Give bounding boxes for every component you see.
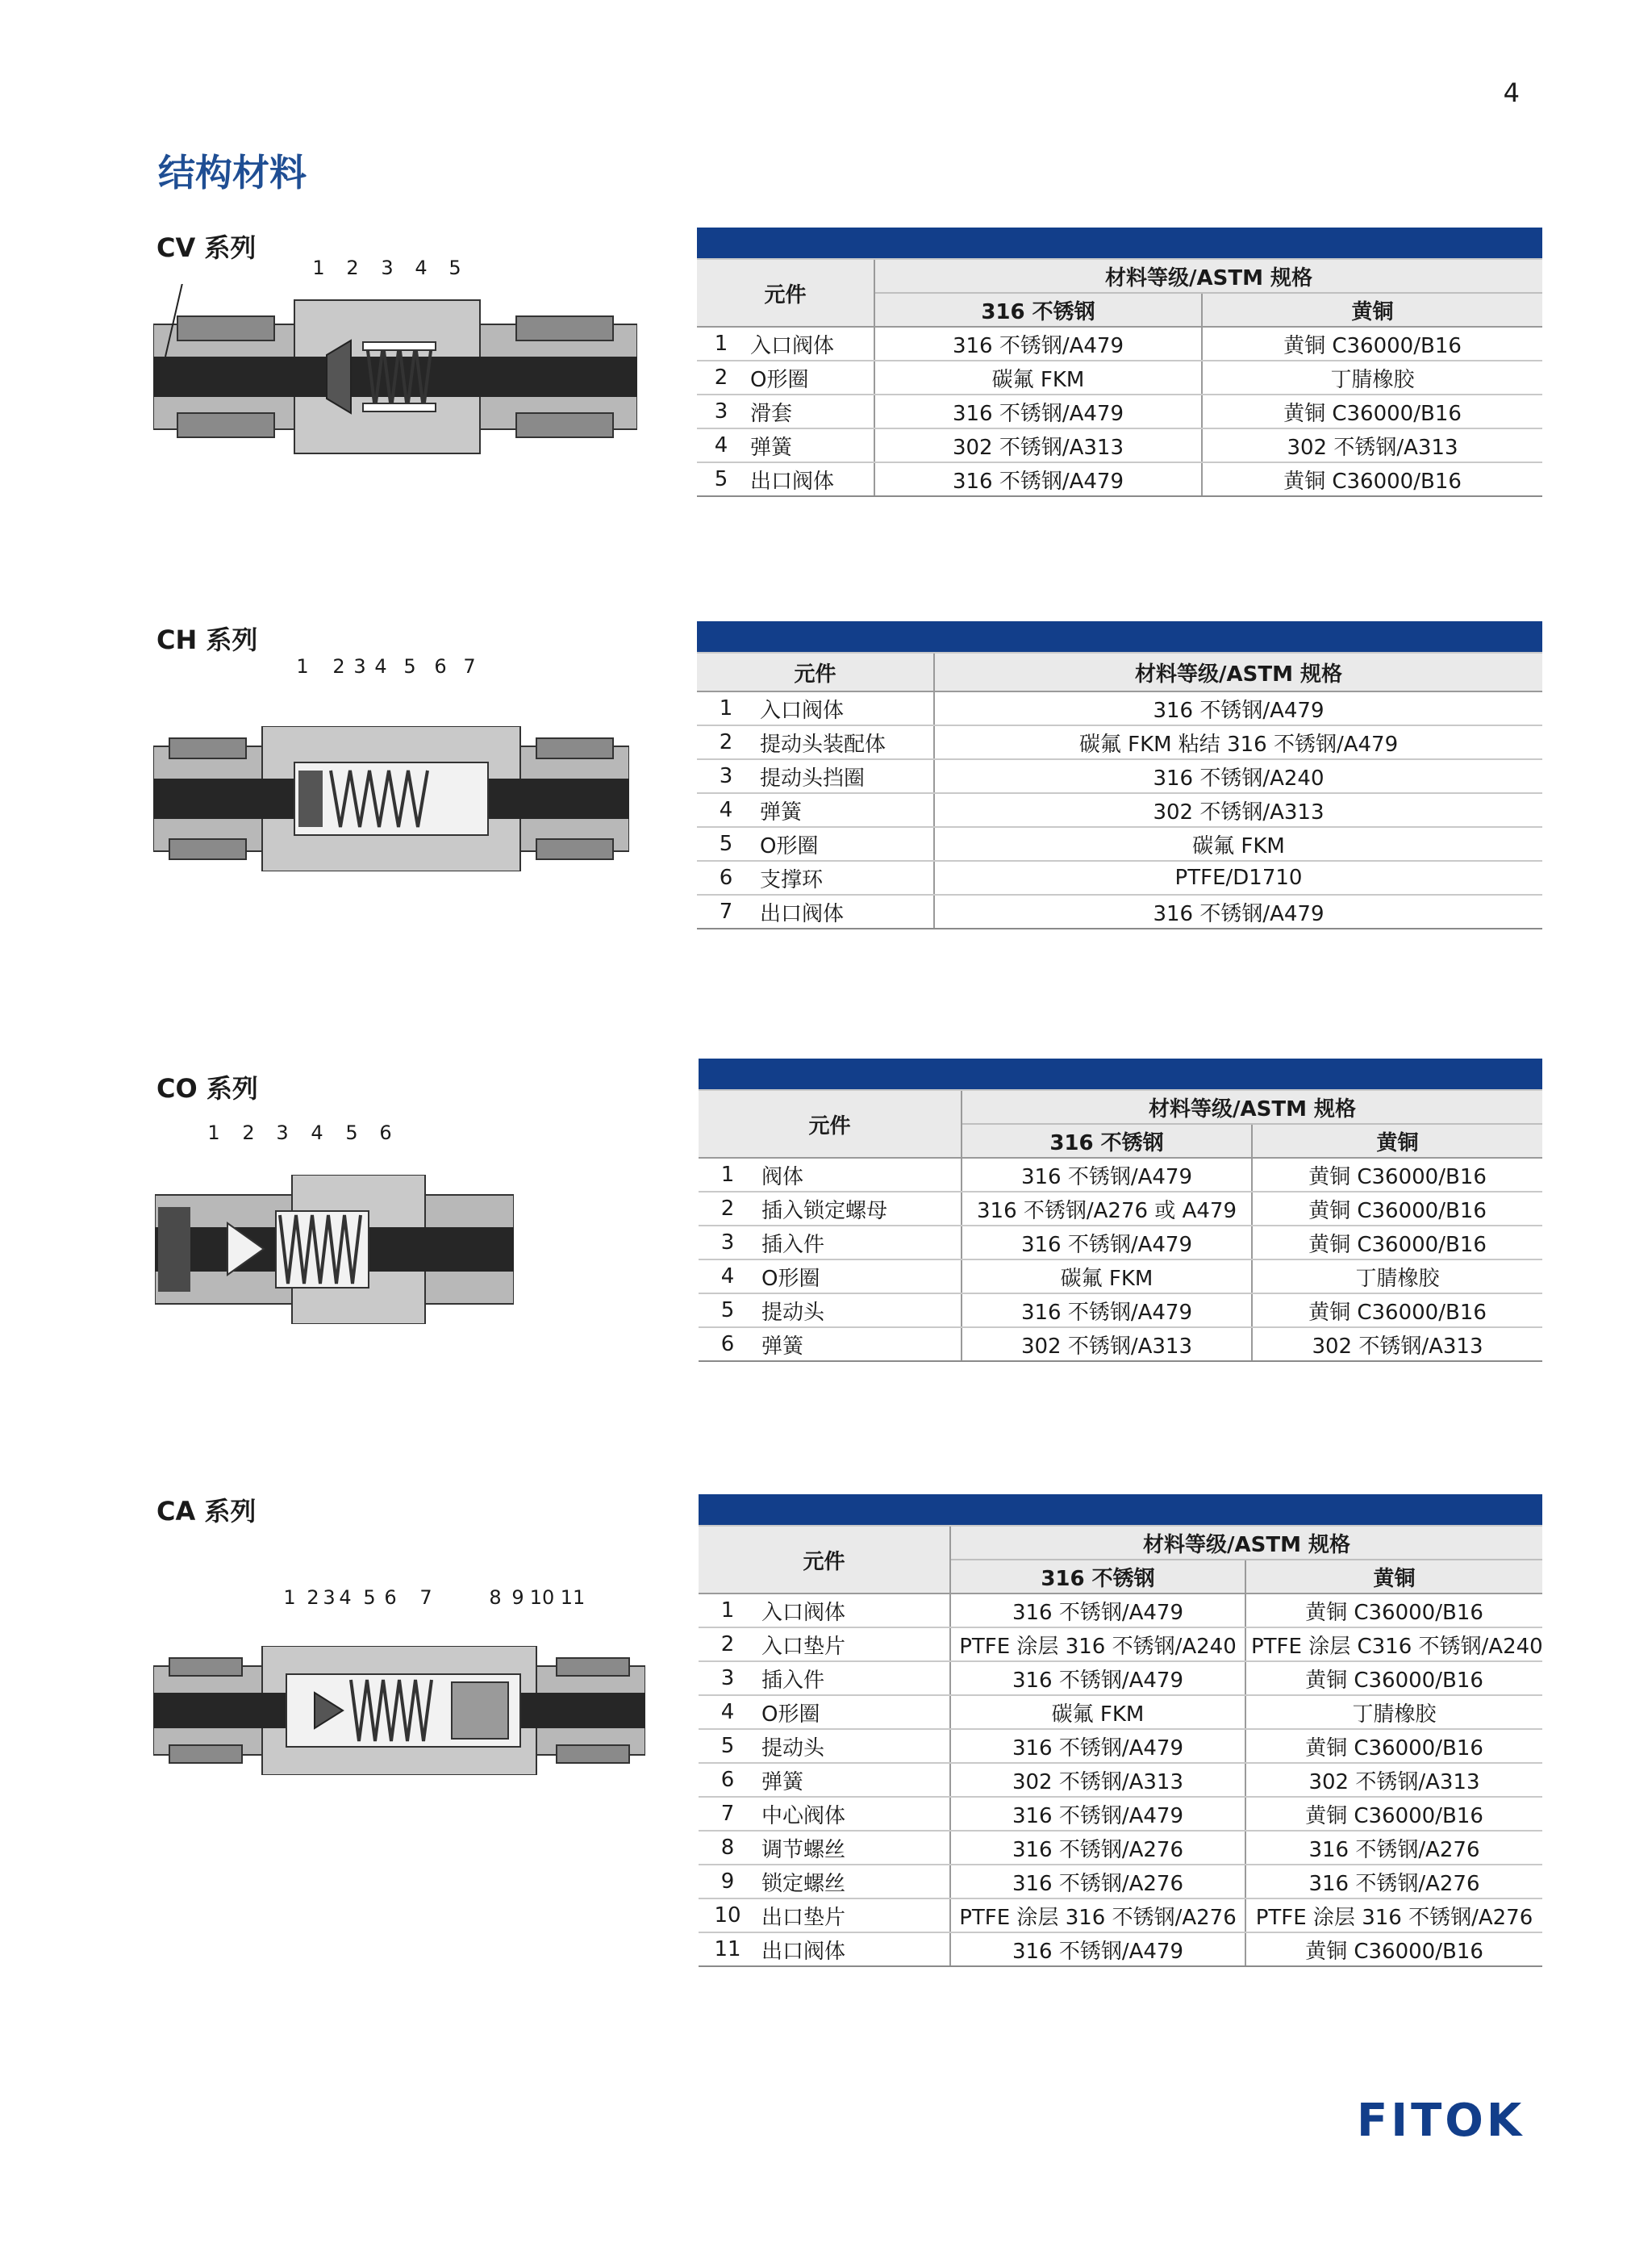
row-number: 4 [699, 1259, 757, 1293]
component-name: 出口垫片 [757, 1898, 950, 1932]
ca-callout-9: 9 [511, 1586, 524, 1609]
component-name: 出口阀体 [755, 895, 934, 929]
material-spec: 碳氟 FKM [934, 827, 1542, 861]
cv-callout-3: 3 [381, 257, 394, 279]
material-spec: 316 不锈钢/A479 [934, 691, 1542, 725]
material-brass: 302 不锈钢/A313 [1202, 428, 1542, 462]
table-row [697, 327, 1542, 361]
material-brass: PTFE 涂层 316 不锈钢/A276 [1245, 1898, 1542, 1932]
co-valve-cross-section [155, 1175, 514, 1324]
cv-header-col-b: 黄铜 [1202, 293, 1542, 327]
material-316: 316 不锈钢/A479 [874, 327, 1202, 361]
ch-header-component: 元件 [697, 653, 934, 691]
cv-callout-2: 2 [346, 257, 359, 279]
material-brass: 黄铜 C36000/B16 [1245, 1729, 1542, 1763]
material-brass: 黄铜 C36000/B16 [1252, 1226, 1542, 1259]
ch-callout-4: 4 [374, 655, 387, 678]
material-316: 302 不锈钢/A313 [962, 1327, 1252, 1361]
component-name: 中心阀体 [757, 1797, 950, 1831]
material-spec: 316 不锈钢/A479 [934, 895, 1542, 929]
cv-valve-cross-section [153, 284, 637, 470]
material-316: 316 不锈钢/A479 [874, 395, 1202, 428]
table-row [699, 1695, 1542, 1729]
ch-callout-3: 3 [353, 655, 366, 678]
material-brass: 黄铜 C36000/B16 [1202, 327, 1542, 361]
material-brass: 丁腈橡胶 [1252, 1259, 1542, 1293]
co-callout-4: 4 [311, 1122, 323, 1144]
component-name: 滑套 [745, 395, 874, 428]
cv-callout-numbers [307, 257, 468, 281]
ca-header-col-a: 316 不锈钢 [950, 1560, 1245, 1593]
table-row [697, 759, 1542, 793]
ch-callout-7: 7 [463, 655, 476, 678]
row-number: 4 [697, 428, 745, 462]
material-spec: 316 不锈钢/A240 [934, 759, 1542, 793]
row-number: 7 [699, 1797, 757, 1831]
table-row [699, 1158, 1542, 1192]
table-row [699, 1226, 1542, 1259]
component-name: 插入件 [757, 1226, 962, 1259]
table-row [699, 1661, 1542, 1695]
table-row [697, 462, 1542, 496]
table-row [697, 691, 1542, 725]
component-name: 支撑环 [755, 861, 934, 895]
material-brass: 丁腈橡胶 [1202, 361, 1542, 395]
ca-series-title: CA 系列 [156, 1496, 257, 1527]
row-number: 5 [699, 1729, 757, 1763]
material-spec: 碳氟 FKM 粘结 316 不锈钢/A479 [934, 725, 1542, 759]
row-number: 1 [699, 1158, 757, 1192]
table-row [697, 725, 1542, 759]
material-316: 碳氟 FKM [950, 1695, 1245, 1729]
row-number: 3 [697, 759, 755, 793]
ca-callout-4: 4 [339, 1586, 352, 1609]
co-callout-2: 2 [242, 1122, 255, 1144]
page-number: 4 [1503, 77, 1520, 108]
co-header-col-a: 316 不锈钢 [962, 1124, 1252, 1158]
component-name: 提动头装配体 [755, 725, 934, 759]
co-table-header-band [699, 1059, 1542, 1090]
component-name: 入口阀体 [757, 1593, 950, 1627]
table-row [699, 1898, 1542, 1932]
row-number: 4 [697, 793, 755, 827]
row-number: 3 [699, 1226, 757, 1259]
ca-header-component: 元件 [699, 1526, 950, 1593]
component-name: 弹簧 [755, 793, 934, 827]
material-brass: 302 不锈钢/A313 [1245, 1763, 1542, 1797]
table-row [699, 1729, 1542, 1763]
table-row [699, 1932, 1542, 1966]
material-brass: 黄铜 C36000/B16 [1245, 1661, 1542, 1695]
cv-callout-1: 1 [312, 257, 325, 279]
component-name: 提动头 [757, 1729, 950, 1763]
ca-materials-table [699, 1494, 1542, 1967]
cv-series-title: CV 系列 [156, 232, 257, 263]
material-brass: 黄铜 C36000/B16 [1202, 395, 1542, 428]
material-316: 316 不锈钢/A276 或 A479 [962, 1192, 1252, 1226]
component-name: 插入件 [757, 1661, 950, 1695]
material-316: 316 不锈钢/A479 [950, 1729, 1245, 1763]
material-brass: 316 不锈钢/A276 [1245, 1831, 1542, 1865]
material-brass: 丁腈橡胶 [1245, 1695, 1542, 1729]
co-series-title: CO 系列 [156, 1073, 258, 1104]
cv-header-spec: 材料等级/ASTM 规格 [874, 259, 1542, 293]
material-316: 碳氟 FKM [962, 1259, 1252, 1293]
material-316: PTFE 涂层 316 不锈钢/A276 [950, 1898, 1245, 1932]
material-brass: 黄铜 C36000/B16 [1202, 462, 1542, 496]
ca-callout-3: 3 [323, 1586, 336, 1609]
row-number: 5 [697, 462, 745, 496]
component-name: 出口阀体 [757, 1932, 950, 1966]
row-number: 8 [699, 1831, 757, 1865]
table-row [699, 1593, 1542, 1627]
material-brass: 302 不锈钢/A313 [1252, 1327, 1542, 1361]
material-brass: 黄铜 C36000/B16 [1245, 1797, 1542, 1831]
material-brass: PTFE 涂层 C316 不锈钢/A240 [1245, 1627, 1542, 1661]
table-row [697, 395, 1542, 428]
ca-table-header-band [699, 1494, 1542, 1526]
table-row [697, 895, 1542, 929]
ch-valve-cross-section [153, 726, 629, 871]
co-header-col-b: 黄铜 [1252, 1124, 1542, 1158]
component-name: 入口阀体 [755, 691, 934, 725]
row-number: 5 [697, 827, 755, 861]
component-name: 插入锁定螺母 [757, 1192, 962, 1226]
ca-valve-cross-section [153, 1646, 645, 1775]
fitok-logo: FITOK [1357, 2095, 1525, 2147]
material-spec: PTFE/D1710 [934, 861, 1542, 895]
table-row [699, 1327, 1542, 1361]
co-callout-6: 6 [379, 1122, 392, 1144]
component-name: O形圈 [757, 1259, 962, 1293]
table-row [697, 428, 1542, 462]
table-row [697, 793, 1542, 827]
co-callout-1: 1 [207, 1122, 220, 1144]
material-316: 316 不锈钢/A479 [950, 1661, 1245, 1695]
material-316: 316 不锈钢/A479 [950, 1593, 1245, 1627]
row-number: 4 [699, 1695, 757, 1729]
row-number: 2 [697, 725, 755, 759]
row-number: 1 [697, 691, 755, 725]
ca-callout-5: 5 [363, 1586, 376, 1609]
row-number: 3 [699, 1661, 757, 1695]
material-316: 302 不锈钢/A313 [874, 428, 1202, 462]
ca-callout-2: 2 [307, 1586, 319, 1609]
ch-callout-2: 2 [332, 655, 345, 678]
material-brass: 316 不锈钢/A276 [1245, 1865, 1542, 1898]
table-row [699, 1192, 1542, 1226]
table-row [699, 1627, 1542, 1661]
ca-callout-10: 10 [529, 1586, 555, 1609]
material-316: 316 不锈钢/A479 [962, 1226, 1252, 1259]
cv-callout-5: 5 [448, 257, 461, 279]
row-number: 2 [699, 1192, 757, 1226]
row-number: 9 [699, 1865, 757, 1898]
ca-callout-11: 11 [560, 1586, 586, 1609]
row-number: 10 [699, 1898, 757, 1932]
component-name: 弹簧 [745, 428, 874, 462]
component-name: 提动头挡圈 [755, 759, 934, 793]
row-number: 6 [697, 861, 755, 895]
ca-callout-8: 8 [489, 1586, 502, 1609]
material-316: 碳氟 FKM [874, 361, 1202, 395]
ca-callout-7: 7 [419, 1586, 432, 1609]
material-316: 316 不锈钢/A276 [950, 1865, 1245, 1898]
table-row [697, 361, 1542, 395]
table-row [697, 827, 1542, 861]
material-316: 316 不锈钢/A479 [874, 462, 1202, 496]
co-header-component: 元件 [699, 1090, 962, 1158]
material-spec: 302 不锈钢/A313 [934, 793, 1542, 827]
row-number: 1 [699, 1593, 757, 1627]
component-name: 调节螺丝 [757, 1831, 950, 1865]
material-316: 316 不锈钢/A479 [950, 1932, 1245, 1966]
ch-callout-numbers [290, 655, 476, 679]
ca-callout-numbers [277, 1586, 584, 1610]
ca-header-spec: 材料等级/ASTM 规格 [950, 1526, 1542, 1560]
table-row [699, 1797, 1542, 1831]
material-brass: 黄铜 C36000/B16 [1252, 1158, 1542, 1192]
co-callout-numbers [202, 1122, 395, 1146]
table-row [699, 1763, 1542, 1797]
component-name: 弹簧 [757, 1327, 962, 1361]
material-brass: 黄铜 C36000/B16 [1245, 1593, 1542, 1627]
row-number: 2 [699, 1627, 757, 1661]
co-callout-3: 3 [276, 1122, 289, 1144]
component-name: 入口阀体 [745, 327, 874, 361]
component-name: 阀体 [757, 1158, 962, 1192]
ch-table-header-band [697, 621, 1542, 653]
ca-header-col-b: 黄铜 [1245, 1560, 1542, 1593]
ca-callout-6: 6 [384, 1586, 397, 1609]
ch-callout-6: 6 [434, 655, 447, 678]
ch-header-spec: 材料等级/ASTM 规格 [934, 653, 1542, 691]
cv-callout-4: 4 [415, 257, 428, 279]
component-name: 入口垫片 [757, 1627, 950, 1661]
material-316: 316 不锈钢/A276 [950, 1831, 1245, 1865]
cv-materials-table [697, 228, 1542, 497]
material-brass: 黄铜 C36000/B16 [1245, 1932, 1542, 1966]
component-name: 锁定螺丝 [757, 1865, 950, 1898]
component-name: 弹簧 [757, 1763, 950, 1797]
ch-series-title: CH 系列 [156, 624, 258, 655]
ch-callout-5: 5 [403, 655, 416, 678]
page-title: 结构材料 [158, 151, 307, 194]
co-header-spec: 材料等级/ASTM 规格 [962, 1090, 1542, 1124]
cv-table-header-band [697, 228, 1542, 259]
table-row [699, 1293, 1542, 1327]
material-316: PTFE 涂层 316 不锈钢/A240 [950, 1627, 1245, 1661]
row-number: 2 [697, 361, 745, 395]
component-name: O形圈 [757, 1695, 950, 1729]
material-316: 316 不锈钢/A479 [962, 1293, 1252, 1327]
ch-materials-table [697, 621, 1542, 929]
ch-callout-1: 1 [296, 655, 309, 678]
table-row [699, 1259, 1542, 1293]
component-name: O形圈 [745, 361, 874, 395]
material-316: 316 不锈钢/A479 [962, 1158, 1252, 1192]
material-brass: 黄铜 C36000/B16 [1252, 1293, 1542, 1327]
row-number: 6 [699, 1327, 757, 1361]
row-number: 1 [697, 327, 745, 361]
table-row [699, 1865, 1542, 1898]
component-name: 提动头 [757, 1293, 962, 1327]
material-brass: 黄铜 C36000/B16 [1252, 1192, 1542, 1226]
material-316: 302 不锈钢/A313 [950, 1763, 1245, 1797]
row-number: 7 [697, 895, 755, 929]
table-row [699, 1831, 1542, 1865]
row-number: 6 [699, 1763, 757, 1797]
row-number: 3 [697, 395, 745, 428]
co-materials-table [699, 1059, 1542, 1362]
ca-callout-1: 1 [283, 1586, 296, 1609]
row-number: 5 [699, 1293, 757, 1327]
material-316: 316 不锈钢/A479 [950, 1797, 1245, 1831]
component-name: O形圈 [755, 827, 934, 861]
component-name: 出口阀体 [745, 462, 874, 496]
table-row [697, 861, 1542, 895]
cv-header-col-a: 316 不锈钢 [874, 293, 1202, 327]
row-number: 11 [699, 1932, 757, 1966]
cv-header-component: 元件 [697, 259, 874, 327]
co-callout-5: 5 [345, 1122, 358, 1144]
